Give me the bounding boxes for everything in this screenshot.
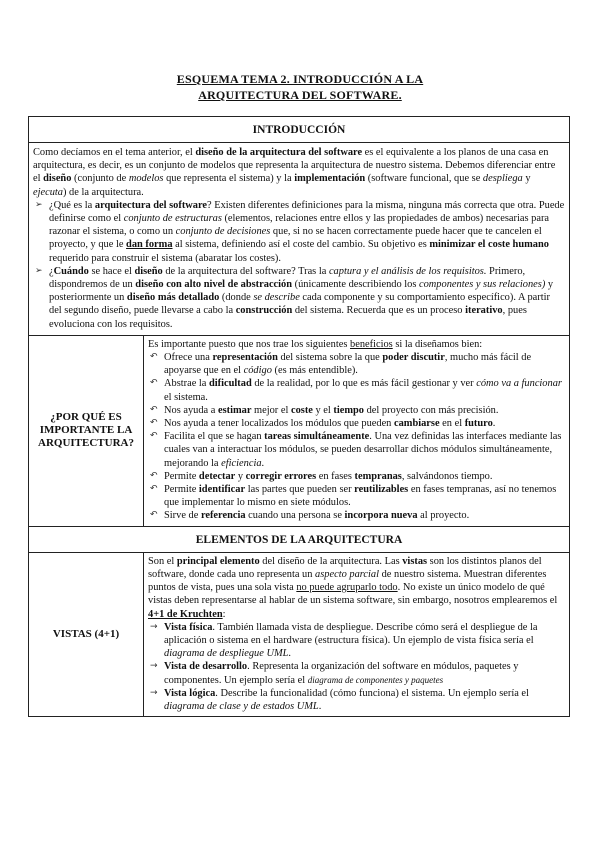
text-run: identificar bbox=[198, 484, 246, 496]
text-run: cómo va a funcionar bbox=[476, 378, 562, 390]
text-run: Sirve de bbox=[164, 510, 201, 522]
text-run: conjunto de decisiones bbox=[175, 226, 271, 238]
text-run: coste bbox=[290, 404, 313, 416]
text-run: : bbox=[222, 608, 226, 620]
text-run: al proyecto. bbox=[417, 510, 470, 522]
list-item bbox=[33, 265, 565, 331]
why-important-label: ¿POR QUÉ ES IMPORTANTE LA ARQUITECTURA? bbox=[29, 336, 144, 526]
text-run: y bbox=[235, 470, 246, 482]
list-item bbox=[148, 621, 564, 661]
text-run: Ofrece una bbox=[164, 352, 213, 364]
text-run: ¿ bbox=[49, 265, 54, 277]
text-run: , mucho más fácil de apoyarse que en el bbox=[164, 352, 532, 377]
text-run: del sistema sobre la que bbox=[277, 352, 383, 364]
text-run: estimar bbox=[217, 404, 252, 416]
text-run: Son el bbox=[148, 555, 177, 567]
why-important-row bbox=[29, 336, 569, 527]
text-run: ) de la arquitectura. bbox=[63, 186, 144, 198]
text-run: (software funcional, que se bbox=[365, 173, 483, 185]
text-run: las partes que pueden ser bbox=[245, 484, 355, 496]
views-cell bbox=[144, 553, 569, 716]
text-run: Como decíamos en el tema anterior, el bbox=[33, 147, 196, 158]
text-run: no puede agruparlo todo bbox=[296, 582, 398, 594]
text-run: modelos bbox=[128, 173, 164, 185]
text-run: . bbox=[288, 648, 291, 660]
text-run: en fases tempranas, así no tenemos que implementar lo mismo en siete módulos. bbox=[164, 484, 557, 509]
text-run: (donde bbox=[219, 292, 254, 304]
hook-bullet-icon: ↶ bbox=[150, 470, 158, 481]
text-run: ejecuta bbox=[33, 186, 63, 198]
text-run: en fases bbox=[316, 470, 355, 482]
text-run: diseño de la arquitectura del software bbox=[195, 147, 363, 158]
text-run: de nuestro sistema. Muestran diferentes puntos de vista, pues una sola vista bbox=[148, 568, 547, 594]
text-run: son los distintos planos del software, donde cada uno representa un bbox=[148, 555, 542, 580]
text-run: diagrama de clase y de estados UML bbox=[164, 700, 319, 712]
text-run: Nos ayuda a tener localizados los módulos que pueden bbox=[164, 418, 394, 430]
text-run: Cuándo bbox=[53, 265, 89, 277]
text-run: cada componente y su comportamiento específico). A partir del segundo diseño, puede llevarse a cabo la bbox=[49, 292, 550, 317]
text-run: diagrama de despliegue UML bbox=[164, 648, 289, 660]
hook-bullet-icon: ↶ bbox=[150, 378, 158, 389]
arrow-bullet-icon: ➢ bbox=[35, 265, 43, 276]
views-list bbox=[148, 621, 564, 713]
text-run: Permite bbox=[164, 484, 199, 496]
views-intro bbox=[148, 555, 564, 621]
text-run: iterativo bbox=[465, 305, 503, 317]
text-run: . No existe un único modelo de qué vistas deben representarse al hablar de un sistema software, sin embargo, nosotros emplearemos el bbox=[148, 582, 558, 607]
text-run: . Representa la organización del software en módulos, paquetes y componentes. Un ejemplo sería el bbox=[164, 661, 519, 686]
text-run: tempranas bbox=[354, 470, 402, 482]
text-run: y el bbox=[312, 404, 334, 416]
hook-bullet-icon: ↶ bbox=[150, 431, 158, 442]
text-run: diagrama de componentes y paquetes bbox=[307, 674, 444, 685]
list-item bbox=[148, 483, 564, 509]
right-arrow-icon: → bbox=[150, 687, 158, 698]
text-run: Es importante puesto que nos trae los siguientes bbox=[148, 338, 351, 350]
text-run: diseño bbox=[43, 173, 72, 185]
right-arrow-icon: → bbox=[150, 621, 158, 632]
text-run: implementación bbox=[294, 173, 366, 185]
text-run: diseño bbox=[134, 265, 163, 277]
text-run: ? Existen diferentes definiciones para la misma, ninguna más correcta que otra. Puede definirse como el bbox=[49, 199, 565, 225]
document-title bbox=[0, 71, 600, 103]
text-run: cambiarse bbox=[393, 418, 440, 430]
text-run: despliega bbox=[482, 173, 523, 185]
text-run: que, si no se hacen correctamente puede hacer que te cancelen el proyecto, y que le bbox=[49, 226, 542, 251]
section-header-elements: ELEMENTOS DE LA ARQUITECTURA bbox=[29, 527, 569, 553]
list-item bbox=[148, 417, 564, 430]
text-run: de la realidad, por lo que es más fácil gestionar y ver bbox=[251, 378, 477, 390]
text-run: (únicamente describiendo los bbox=[292, 279, 419, 291]
list-item bbox=[148, 470, 564, 483]
text-run: dificultad bbox=[209, 378, 252, 390]
text-run: (es más entendible). bbox=[271, 365, 358, 377]
benefits-intro bbox=[148, 338, 564, 351]
text-run: (elementos, relaciones entre ellos y las propiedades de ambos) necesarias para razonar el sistema, o como un bbox=[49, 213, 550, 238]
text-run: captura y el análisis de los requisitos. bbox=[328, 265, 487, 277]
text-run: corregir errores bbox=[245, 470, 317, 482]
text-run: minimizar el coste humano bbox=[429, 239, 549, 251]
text-run: principal elemento bbox=[176, 555, 260, 567]
text-run: del sistema. Recuerda que es un proceso bbox=[292, 305, 466, 317]
text-run: . bbox=[492, 418, 496, 430]
outline-table bbox=[28, 116, 570, 717]
text-run: cuando una persona se bbox=[245, 510, 345, 522]
benefits-list bbox=[148, 351, 564, 523]
text-run: , pues evoluciona con los requisitos. bbox=[49, 305, 527, 330]
title-line-1: ESQUEMA TEMA 2. INTRODUCCIÓN A LA bbox=[176, 72, 424, 86]
hook-bullet-icon: ↶ bbox=[150, 352, 158, 363]
hook-bullet-icon: ↶ bbox=[150, 418, 158, 429]
text-run: al sistema, definiendo así el coste del cambio. Su objetivo es bbox=[172, 239, 430, 251]
text-run: Permite bbox=[164, 470, 199, 482]
introduction-list bbox=[33, 199, 565, 331]
text-run: beneficios bbox=[350, 338, 393, 350]
list-item bbox=[148, 351, 564, 377]
text-run: del proyecto con más precisión. bbox=[364, 404, 499, 416]
text-run: tiempo bbox=[333, 404, 364, 416]
text-run: aspecto parcial bbox=[315, 568, 380, 580]
hook-bullet-icon: ↶ bbox=[150, 484, 158, 495]
list-item bbox=[33, 199, 565, 265]
text-run: Abstrae la bbox=[164, 378, 210, 390]
text-run: . bbox=[318, 700, 322, 712]
views-row bbox=[29, 553, 569, 716]
text-run: del diseño de la arquitectura. Las bbox=[259, 555, 403, 567]
text-run: es el equivalente a los planos de una casa en arquitectura, es decir, es un conjunto de modelos que representa la arquitectura de nuestro sistema. Debemos diferenciar entre el bbox=[33, 147, 556, 185]
text-run: componentes y sus relaciones) bbox=[419, 279, 546, 291]
text-run: eficiencia bbox=[221, 457, 262, 469]
text-run: el sistema. bbox=[164, 391, 208, 403]
title-line-2: ARQUITECTURA DEL SOFTWARE. bbox=[198, 88, 402, 102]
list-item bbox=[148, 509, 564, 522]
text-run: (conjunto de bbox=[71, 173, 129, 185]
hook-bullet-icon: ↶ bbox=[150, 510, 158, 521]
text-run: se hace el bbox=[88, 265, 135, 277]
text-run: conjunto de estructuras bbox=[123, 213, 222, 225]
text-run: futuro bbox=[464, 418, 493, 430]
text-run: se describe bbox=[253, 292, 300, 304]
text-run: de la arquitectura del software? Tras la bbox=[162, 265, 329, 277]
benefits-cell bbox=[144, 336, 569, 526]
text-run: vistas bbox=[402, 555, 428, 567]
text-run: . Describe la funcionalidad (cómo funciona) el sistema. Un ejemplo sería el bbox=[215, 687, 529, 699]
text-run: . También llamada vista de despliegue. Describe cómo será el despliegue de la aplicación o sistema en el hardware (estructura física). Un ejemplo de vista física sería el bbox=[164, 621, 538, 646]
text-run: poder discutir bbox=[382, 352, 445, 364]
text-run: tareas simultáneamente bbox=[264, 431, 370, 443]
text-run: arquitectura del software bbox=[94, 199, 208, 211]
text-run: que representa el sistema) y la bbox=[163, 173, 295, 185]
views-label: VISTAS (4+1) bbox=[29, 553, 144, 716]
text-run: y bbox=[522, 173, 531, 185]
text-run: referencia bbox=[200, 510, 246, 522]
introduction-paragraph bbox=[33, 146, 565, 199]
hook-bullet-icon: ↶ bbox=[150, 404, 158, 415]
text-run: reutilizables bbox=[354, 484, 409, 496]
text-run: diseño con alto nivel de abstracción bbox=[135, 279, 293, 291]
list-item bbox=[148, 404, 564, 417]
text-run: . Una vez definidas las interfaces mediante las cuales van a interactuar los módulos, se pueden desarrollar dichos módulos simultáneamente, mejorando la bbox=[164, 431, 562, 469]
text-run: 4+1 de Kruchten bbox=[148, 608, 223, 620]
text-run: Primero, dispondremos de un bbox=[49, 265, 526, 291]
text-run: código bbox=[243, 365, 272, 377]
list-item bbox=[148, 687, 564, 713]
text-run: Vista de desarrollo bbox=[164, 661, 248, 673]
text-run: , salvándonos tiempo. bbox=[401, 470, 493, 482]
text-run: incorpora nueva bbox=[344, 510, 418, 522]
text-run: dan forma bbox=[126, 239, 173, 251]
text-run: Facilita el que se hagan bbox=[164, 431, 265, 443]
text-run: y posteriormente un bbox=[49, 279, 554, 304]
text-run: ¿Qué es la bbox=[49, 199, 95, 211]
text-run: requerido para construir el sistema (abaratar los costes). bbox=[49, 252, 281, 264]
text-run: Vista lógica bbox=[164, 687, 216, 699]
right-arrow-icon: → bbox=[150, 661, 158, 672]
text-run: Vista física bbox=[164, 621, 213, 633]
text-run: en el bbox=[439, 418, 465, 430]
list-item bbox=[148, 377, 564, 403]
text-run: construcción bbox=[235, 305, 293, 317]
list-item bbox=[148, 430, 564, 470]
text-run: . bbox=[261, 457, 265, 469]
section-header-introduction: INTRODUCCIÓN bbox=[29, 117, 569, 143]
text-run: representación bbox=[212, 352, 278, 364]
text-run: detectar bbox=[198, 470, 236, 482]
text-run: Nos ayuda a bbox=[164, 404, 218, 416]
list-item bbox=[148, 660, 564, 686]
introduction-cell bbox=[29, 143, 569, 336]
text-run: diseño más detallado bbox=[126, 292, 220, 304]
arrow-bullet-icon: ➢ bbox=[35, 199, 43, 210]
text-run: mejor el bbox=[251, 404, 291, 416]
text-run: si la diseñamos bien: bbox=[392, 338, 483, 350]
